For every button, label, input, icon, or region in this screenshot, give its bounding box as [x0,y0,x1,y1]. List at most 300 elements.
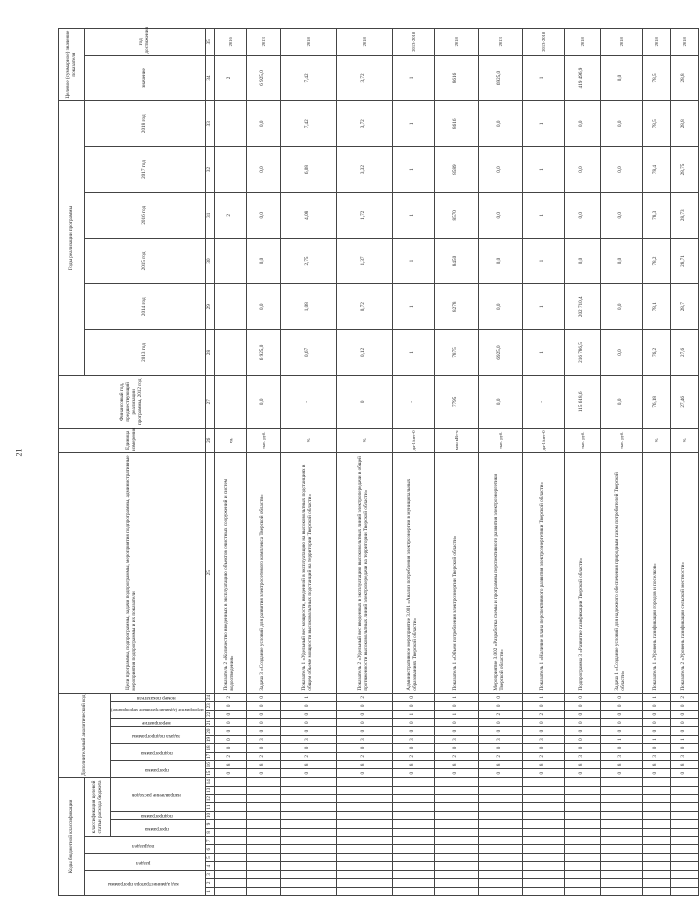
code-cell [478,786,522,794]
year-value-cell: 0,0 [246,147,280,193]
code-cell [564,820,600,828]
column-number-cell: 33 [205,101,214,147]
code-cell: 1 [642,693,670,702]
code-cell: 8 [478,761,522,769]
code-cell: 0 [478,718,522,726]
code-cell [522,879,564,887]
year-value-cell: 0,0 [478,284,522,330]
code-cell [670,811,698,819]
table-row [336,29,392,896]
final-year-cell: 2018 [642,29,670,56]
code-cell [214,887,246,895]
code-cell [642,862,670,870]
code-cell: 0 [336,710,392,718]
code-cell: 1 [642,735,670,743]
unit-cell: % [336,428,392,452]
year-value-cell [214,101,246,147]
budget-classification-header: Коды бюджетной классификации [59,777,85,895]
code-cell [478,845,522,853]
napravlenie-header: направление расходов [111,777,206,811]
year-value-cell: 2 [214,192,246,238]
unit-cell: тыс. руб. [246,428,280,452]
code-cell: 0 [280,769,336,777]
year-value-cell: 28,7 [670,284,698,330]
code-cell [670,837,698,845]
year-value-cell: 28,75 [670,147,698,193]
final-year-cell: 2013 [246,29,280,56]
code-cell [434,887,478,895]
code-cell: 0 [564,769,600,777]
code-cell [642,811,670,819]
final-year-header: год достижения [85,29,206,56]
column-number-cell: 6 [205,845,214,853]
code-cell [600,862,642,870]
code-cell [280,820,336,828]
table-row [522,29,564,896]
base-year-cell: 0,0 [600,375,642,428]
code-cell [336,862,392,870]
code-cell: 0 [642,727,670,735]
year-value-cell: 76,2 [642,330,670,376]
code-cell: 0 [392,769,434,777]
code-cell [214,828,246,836]
unit-cell: тыс. руб. [600,428,642,452]
code-cell [246,853,280,861]
year-value-cell: 1 [392,238,434,284]
program-indicators-table [58,28,699,896]
unit-cell: да-1/нет-0 [522,428,564,452]
table-row [642,29,670,896]
code-cell: 0 [478,769,522,777]
year-value-cell: 0,0 [600,192,642,238]
description-cell: Показатель 1 «Объем потребления электроэнергии Тверской области» [434,452,478,693]
code-cell: 0 [434,702,478,710]
code-cell [246,845,280,853]
code-cell [600,811,642,819]
year-value-cell [214,238,246,284]
code-cell: 0 [434,744,478,752]
code-cell [600,794,642,802]
code-cell [280,870,336,878]
code-cell: 0 [246,769,280,777]
code-cell [522,837,564,845]
final-value-cell: 1 [392,55,434,101]
code-cell [670,786,698,794]
final-value-header: значение [85,55,206,101]
year-value-cell: 0,0 [600,101,642,147]
year-value-cell: 4,08 [280,192,336,238]
code-cell [522,777,564,786]
final-value-cell: 419 496,9 [564,55,600,101]
final-value-cell: 2 [214,55,246,101]
code-cell [246,794,280,802]
code-cell [280,803,336,811]
column-number-cell: 5 [205,853,214,861]
base-year-cell: 0 [336,375,392,428]
code-cell: 3 [600,752,642,760]
code-cell: 1 [434,693,478,702]
code-cell [642,828,670,836]
description-header: Цели программы, подпрограммы, задачи подпрограммы, мероприятия подпрограммы, административные мероприятия подпрограммы и их показатели [59,452,206,693]
table-row [246,29,280,896]
code-cell [670,820,698,828]
code-cell: 1 [434,710,478,718]
code-cell: 0 [522,718,564,726]
final-value-cell: 78,5 [642,55,670,101]
code-cell [600,820,642,828]
year-value-cell [214,147,246,193]
description-cell: Показатель 1 «Удельный вес мощности, введенной в эксплуатацию на высоковольтных подстанциях в общем объеме мощности высоковольтных подстанций на территории Тверской области» [280,452,336,693]
code-cell: 3 [280,735,336,743]
code-cell [564,853,600,861]
base-year-cell: 27,46 [670,375,698,428]
code-cell: 0 [214,710,246,718]
code-cell: 2 [336,752,392,760]
code-cell [522,870,564,878]
code-cell [522,845,564,853]
year-value-cell [214,284,246,330]
column-number-cell: 21 [205,718,214,726]
column-number-cell: 3 [205,870,214,878]
table-row [434,29,478,896]
code-cell [280,887,336,895]
final-value-cell: 0,0 [600,55,642,101]
extra-code-header: Дополнительный аналитический код [59,693,111,777]
code-cell: 0 [214,744,246,752]
code-cell [336,794,392,802]
final-year-cell: 2018 [564,29,600,56]
code-cell: 8 [280,761,336,769]
code-cell: 0 [336,702,392,710]
code-cell [246,820,280,828]
code-cell: 8 [246,761,280,769]
year-value-cell: 28,8 [670,101,698,147]
code-cell [392,862,434,870]
code-cell: 0 [246,727,280,735]
base-year-cell: - [522,375,564,428]
code-cell: 0 [280,718,336,726]
code-cell: 0 [478,702,522,710]
code-cell: 0 [392,744,434,752]
column-number-cell: 2 [205,879,214,887]
code-cell: 0 [670,744,698,752]
year-value-cell: 1 [392,147,434,193]
code-cell [434,879,478,887]
column-number-cell: 7 [205,837,214,845]
year-value-cell: 0,0 [246,192,280,238]
code-cell [280,845,336,853]
year-value-cell: 0,0 [564,192,600,238]
code-cell: 2 [280,752,336,760]
code-cell: 2 [670,693,698,702]
year-value-cell: 0,0 [564,147,600,193]
code-cell: 8 [564,761,600,769]
year-value-cell: 8570 [434,192,478,238]
rotated-table-container [58,27,687,896]
page-number: 21 [14,448,24,457]
year-value-cell: 1,72 [336,192,392,238]
code-cell: 2 [214,752,246,760]
year-value-cell: 1 [522,330,564,376]
code-cell [478,853,522,861]
code-cell [522,887,564,895]
base-year-cell: 7795 [434,375,478,428]
code-cell [522,794,564,802]
code-cell: 2 [522,752,564,760]
final-year-cell: 2013-2018 [522,29,564,56]
description-cell: Задача 3 «Создание условий для развития электросетевого комплекса Тверской области» [246,452,280,693]
code-cell [642,777,670,786]
code-cell [434,870,478,878]
table-row [564,29,600,896]
year-value-cell: 0,0 [600,330,642,376]
code-cell [246,777,280,786]
code-cell [336,820,392,828]
code-cell [246,803,280,811]
column-number-cell: 24 [205,693,214,702]
code-cell [280,853,336,861]
column-number-cell: 8 [205,828,214,836]
column-number-cell: 11 [205,803,214,811]
year-2013-header: 2013 год [85,330,206,376]
code-cell [280,879,336,887]
code-cell [642,794,670,802]
code-cell [246,837,280,845]
description-cell: Подпрограмма 3 «Развитие газификации Тверской области» [564,452,600,693]
year-value-cell: 78,3 [642,192,670,238]
column-number-cell: 18 [205,744,214,752]
code-cell: 2 [478,710,522,718]
code-cell [246,862,280,870]
column-number-cell: 25 [205,452,214,693]
code-cell [642,786,670,794]
code-cell [564,870,600,878]
code-cell [280,777,336,786]
code-cell [434,820,478,828]
code-cell [434,786,478,794]
code-cell: 8 [392,761,434,769]
code-cell [392,777,434,786]
base-year-cell: 76,18 [642,375,670,428]
year-value-cell: 78,2 [642,238,670,284]
code-cell: 0 [246,702,280,710]
ac-zadacha-header: задача подпрограммы [111,727,206,744]
column-number-cell: 31 [205,192,214,238]
code-cell [670,794,698,802]
code-cell: 3 [564,752,600,760]
column-number-cell: 27 [205,375,214,428]
code-cell [434,837,478,845]
code-cell [336,811,392,819]
unit-cell: да-1/нет-0 [392,428,434,452]
code-cell [564,794,600,802]
final-year-cell: 2018 [670,29,698,56]
code-cell: 0 [214,769,246,777]
code-cell [336,879,392,887]
code-cell [246,887,280,895]
column-number-cell: 4 [205,862,214,870]
code-cell [392,811,434,819]
code-cell: 3 [246,735,280,743]
code-cell [564,803,600,811]
code-cell [214,794,246,802]
code-cell: 2 [336,693,392,702]
year-value-cell: 78,5 [642,101,670,147]
code-cell: 2 [246,752,280,760]
code-cell [214,845,246,853]
code-cell: 8 [600,761,642,769]
code-cell: 0 [670,702,698,710]
description-cell: Показатель 2 «Удельный вес введенных в эксплуатацию высоковольтных линий электропередачи в общей протяженности высоковольтных линий электропередачи на территории Тверской области» [336,452,392,693]
base-year-cell: - [392,375,434,428]
column-number-cell: 9 [205,820,214,828]
unit-cell: % [670,428,698,452]
description-cell: Показатель 2 «Уровень газификации сельской местности» [670,452,698,693]
code-cell: 0 [280,744,336,752]
code-cell [392,786,434,794]
description-cell: Мероприятие 3.002 «Разработка схемы и программы перспективного развития электроэнергетики Тверской области» [478,452,522,693]
final-value-cell: 7,42 [280,55,336,101]
code-cell: 0 [522,727,564,735]
year-value-cell: 0,0 [600,238,642,284]
code-cell [642,887,670,895]
code-cell: 0 [670,718,698,726]
code-cell: 2 [434,752,478,760]
podrazdel-header: подраздел [85,837,206,854]
code-cell [564,845,600,853]
code-cell: 0 [392,693,434,702]
code-cell: 3 [336,735,392,743]
year-value-cell: 1 [522,147,564,193]
code-cell [600,803,642,811]
code-cell [336,853,392,861]
table-row [478,29,522,896]
year-value-cell: 8589 [434,147,478,193]
year-value-cell: 1 [522,192,564,238]
code-cell: 0 [246,744,280,752]
code-cell [214,820,246,828]
code-cell: 0 [564,693,600,702]
code-cell [478,862,522,870]
unit-cell: млн кВт∙ч [434,428,478,452]
code-cell: 0 [522,769,564,777]
code-cell: 3 [670,752,698,760]
year-value-cell: 0,67 [280,330,336,376]
code-cell [434,828,478,836]
code-cell: 8 [522,761,564,769]
code-cell: 0 [214,727,246,735]
code-cell: 0 [336,744,392,752]
code-cell: 0 [392,702,434,710]
code-cell: 0 [246,693,280,702]
code-cell [392,837,434,845]
column-number-cell: 1 [205,887,214,895]
code-cell [642,870,670,878]
table-row [670,29,698,896]
code-cell [478,828,522,836]
code-cell: 0 [280,727,336,735]
code-cell: 0 [522,702,564,710]
description-cell: Показатель 1 «Наличие плана перспективного развития электроэнергетики Тверской области» [522,452,564,693]
table-row [600,29,642,896]
column-number-cell: 15 [205,769,214,777]
final-value-cell: 8616 [434,55,478,101]
code-cell [434,811,478,819]
code-cell [522,853,564,861]
code-cell: 0 [246,718,280,726]
code-cell [522,786,564,794]
code-cell [642,837,670,845]
code-cell: 0 [564,744,600,752]
code-cell [522,820,564,828]
final-header: Целевое (суммарное) значение показателя [59,29,85,101]
year-value-cell: 0,72 [336,284,392,330]
code-cell: 0 [670,727,698,735]
column-number-cell: 29 [205,284,214,330]
code-cell [564,879,600,887]
code-cell [214,803,246,811]
code-cell [336,845,392,853]
code-cell [392,845,434,853]
column-number-cell: 12 [205,794,214,802]
column-number-cell: 35 [205,29,214,56]
code-cell [434,853,478,861]
code-cell: 0 [600,744,642,752]
code-cell [642,803,670,811]
final-value-cell: 6925,0 [478,55,522,101]
year-value-cell: 78,1 [642,284,670,330]
code-cell [336,887,392,895]
code-cell: 0 [434,718,478,726]
code-cell [392,803,434,811]
code-cell [642,845,670,853]
column-number-cell: 16 [205,761,214,769]
code-cell [642,853,670,861]
year-value-cell: 0,0 [246,238,280,284]
year-value-cell: 1,08 [280,284,336,330]
final-year-cell: 2016 [214,29,246,56]
code-cell: 0 [670,769,698,777]
code-cell: 2 [478,752,522,760]
year-value-cell: 0,0 [246,101,280,147]
base-year-cell: 115 618,6 [564,375,600,428]
code-cell [336,777,392,786]
code-cell [600,837,642,845]
code-cell [214,786,246,794]
year-value-cell: 8278 [434,284,478,330]
year-value-cell: 1 [522,238,564,284]
code-cell [564,786,600,794]
code-cell [214,811,246,819]
code-cell: 8 [642,761,670,769]
programma-header: программа [111,820,206,837]
code-cell: 0 [336,769,392,777]
year-value-cell: 6 925,0 [246,330,280,376]
code-cell: 0 [392,718,434,726]
year-value-cell: 216 786,5 [564,330,600,376]
code-cell: 0 [600,727,642,735]
year-value-cell: 0,0 [478,147,522,193]
code-cell: 1 [600,735,642,743]
year-value-cell: 2,75 [280,238,336,284]
code-cell: 0 [564,735,600,743]
code-cell: 0 [214,718,246,726]
code-cell [280,862,336,870]
code-cell [642,820,670,828]
code-cell [392,820,434,828]
year-value-cell [214,330,246,376]
code-cell: 0 [280,702,336,710]
